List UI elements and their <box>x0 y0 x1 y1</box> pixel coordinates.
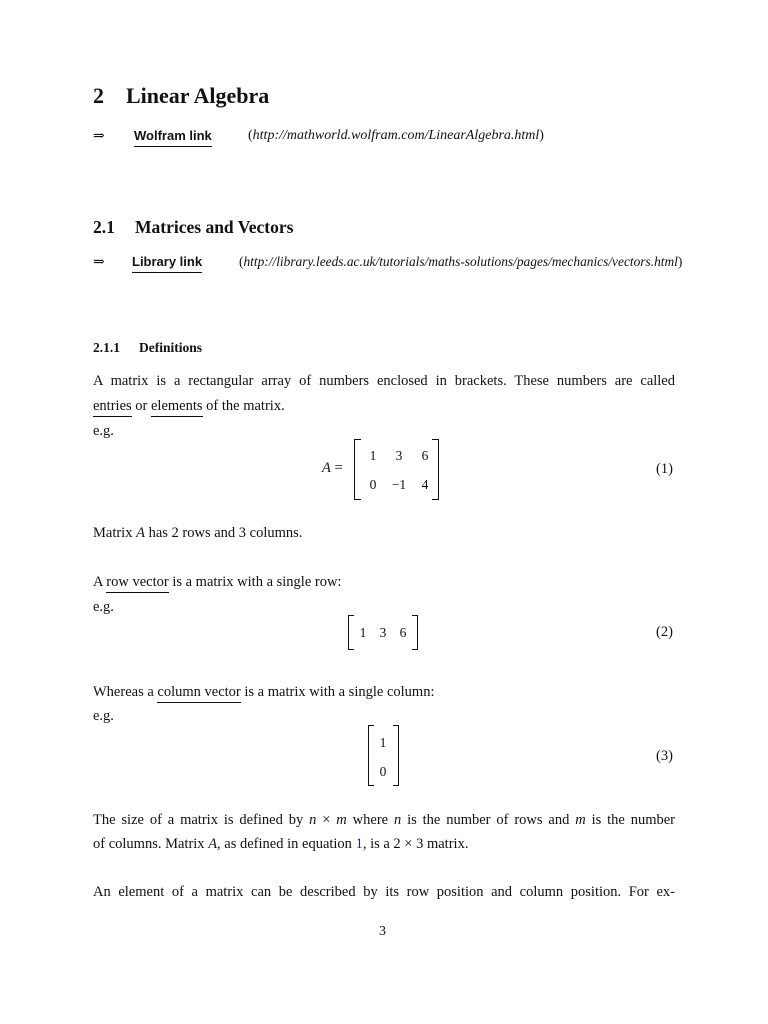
eq1-number: (1) <box>656 461 673 477</box>
eq1-entry: 3 <box>395 448 403 463</box>
eq3-left-bracket <box>368 725 374 786</box>
eq1-lhs <box>322 461 343 476</box>
library-url-text: http://library.leeds.ac.uk/tutorials/maths-solutions/pages/mechanics/vectors.html <box>243 254 678 269</box>
implies-arrow-icon: ⇒ <box>93 129 105 144</box>
wolfram-url-text: http://mathworld.wolfram.com/LinearAlgebra.html <box>252 128 540 143</box>
wolfram-url[interactable]: (http://mathworld.wolfram.com/LinearAlgebra.html) <box>248 128 544 143</box>
para1-eg: e.g. <box>93 423 114 439</box>
equation-reference-link[interactable]: 1 <box>355 836 363 852</box>
library-url[interactable]: (http://library.leeds.ac.uk/tutorials/maths-solutions/pages/mechanics/vectors.html) <box>239 254 683 269</box>
wolfram-link[interactable]: Wolfram link <box>134 128 212 147</box>
term-row-vector: row vector <box>106 574 168 593</box>
para2: Matrix A has 2 rows and 3 columns. <box>93 525 303 541</box>
subsection-title: Matrices and Vectors <box>135 217 294 237</box>
eq3-entry: 1 <box>379 735 387 750</box>
eq2-entry: 3 <box>379 625 387 640</box>
para4: Whereas a column vector is a matrix with a single column: <box>93 685 434 700</box>
para1-line1: A matrix is a rectangular array of numbers enclosed in brackets. These numbers are called <box>93 373 675 389</box>
section-number: 2 <box>93 83 104 108</box>
eq1-entry: 1 <box>369 448 377 463</box>
matrix-a-symbol: A <box>208 836 218 852</box>
para1-line2: entries or elements of the matrix. <box>93 399 285 414</box>
section-title: Linear Algebra <box>126 83 270 108</box>
eq3-number: (3) <box>656 748 673 764</box>
implies-arrow-icon: ⇒ <box>93 255 105 270</box>
section-heading <box>93 83 269 109</box>
matrix-a-symbol: A <box>322 460 331 476</box>
wolfram-link-row <box>93 127 105 145</box>
term-entries: entries <box>93 398 132 417</box>
subsubsection-heading <box>93 340 202 356</box>
para5-line2: of columns. Matrix A, as defined in equation 1, is a 2 × 3 matrix. <box>93 836 469 852</box>
library-link[interactable]: Library link <box>132 254 202 273</box>
para3-eg: e.g. <box>93 599 114 615</box>
eq3-right-bracket <box>393 725 399 786</box>
eq1-entry: 6 <box>421 448 429 463</box>
para4-eg: e.g. <box>93 708 114 724</box>
eq1-entry: −1 <box>391 477 407 492</box>
library-link-row <box>93 253 105 271</box>
eq2-left-bracket <box>348 615 354 650</box>
equals-sign: = <box>334 460 343 476</box>
subsection-number: 2.1 <box>93 217 115 237</box>
eq2-number: (2) <box>656 624 673 640</box>
term-column-vector: column vector <box>157 684 240 703</box>
para5-line1: The size of a matrix is defined by n × m where n is the number of rows and m is the number <box>93 812 676 828</box>
eq1-entry: 0 <box>369 477 377 492</box>
eq2-entry: 1 <box>359 625 367 640</box>
eq2-entry: 6 <box>399 625 407 640</box>
matrix-a-symbol: A <box>136 525 145 541</box>
subsection-heading <box>93 217 293 238</box>
subsubsection-number: 2.1.1 <box>93 340 120 355</box>
eq2-right-bracket <box>412 615 418 650</box>
eq3-entry: 0 <box>379 764 387 779</box>
para6-line1: An element of a matrix can be described by its row position and column position. For ex- <box>93 884 675 900</box>
para3: A row vector is a matrix with a single row: <box>93 575 341 590</box>
subsubsection-title: Definitions <box>139 340 203 355</box>
page-number: 3 <box>379 924 386 939</box>
eq1-right-bracket <box>432 439 439 500</box>
eq1-entry: 4 <box>421 477 429 492</box>
term-elements: elements <box>151 398 203 417</box>
eq1-left-bracket <box>354 439 361 500</box>
